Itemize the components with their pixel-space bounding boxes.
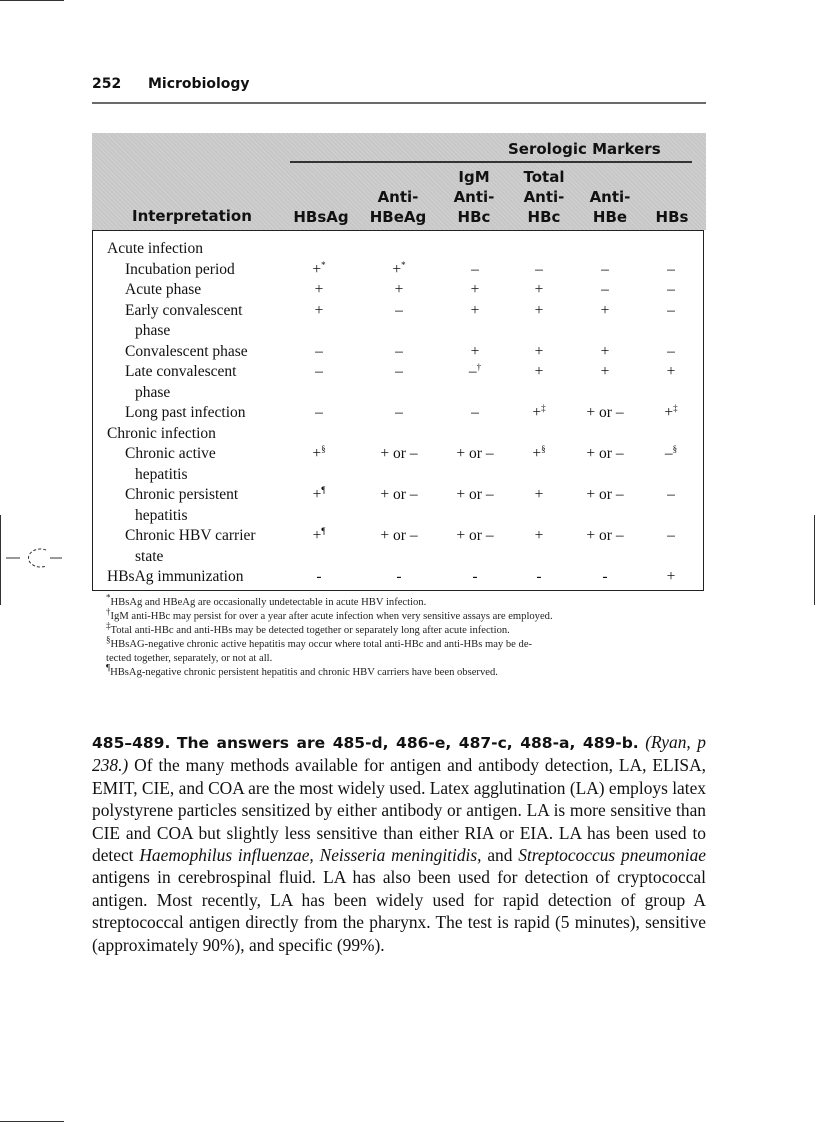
- table-cell: –: [601, 260, 609, 278]
- chapter-title: Microbiology: [148, 76, 250, 92]
- table-cell: –: [315, 342, 323, 360]
- table-row: [93, 301, 703, 321]
- row-label: Incubation period: [125, 260, 235, 278]
- footnote: [106, 606, 716, 624]
- table-row: [93, 506, 703, 526]
- table-cell: +: [534, 486, 544, 503]
- row-label: Chronic HBV carrier: [125, 527, 256, 544]
- column-header-igm-anti-hbc: IgM Anti- HBc: [453, 168, 495, 226]
- table-header: [92, 133, 706, 230]
- footnote-mark: †: [476, 361, 482, 372]
- table-body: [92, 230, 704, 591]
- table-row: [93, 424, 703, 444]
- row-label: Late convalescent: [125, 363, 237, 380]
- footnote-text: IgM anti-HBc may persist for over a year after acute infection when very sensitive assays are employed.: [110, 611, 553, 622]
- table-cell: +*: [392, 259, 406, 278]
- column-header-total-anti-hbc: Total Anti- HBc: [523, 168, 565, 226]
- row-label: hepatitis: [135, 465, 188, 483]
- organism-3: Streptococcus pneumoniae: [518, 845, 707, 866]
- table-row: [93, 280, 703, 300]
- answer-range: 485–489.: [92, 734, 171, 752]
- answer-text-4: antigens in cerebrospinal fluid. LA has also been used for detection of cryptococcal antigen. Most recently, LA has been widely used for rapid detection of group A streptococcal antigen directly from the pharynx. The test is rapid (5 minutes), sensitive (approximately 90%), and specific (99%).: [92, 867, 706, 955]
- table-cell: +: [534, 363, 544, 380]
- table-cell: + or –: [380, 486, 418, 503]
- table-cell: -: [316, 568, 322, 585]
- table-cell: +¶: [312, 484, 326, 503]
- answer-paragraph: [92, 731, 706, 956]
- running-head: [92, 76, 706, 104]
- table-cell: + or –: [586, 404, 624, 421]
- table-row: [93, 403, 703, 423]
- page-number: 252: [92, 76, 122, 92]
- organism-2: Neisseria meningitidis,: [319, 845, 482, 866]
- table-cell: +: [314, 281, 324, 298]
- table-row: [93, 239, 703, 259]
- table-row: [93, 526, 703, 546]
- reference: (Ryan, p 238.): [92, 732, 706, 776]
- column-header-hbs: HBs: [655, 208, 689, 226]
- row-label: Long past infection: [125, 404, 246, 421]
- footnote-text: tected together, separately, or not at all.: [106, 653, 273, 664]
- column-header-hbsag: HBsAg: [293, 208, 349, 226]
- footnote-mark: ¶: [321, 525, 326, 536]
- interpretation-header: Interpretation: [132, 207, 252, 225]
- row-label: phase: [135, 383, 171, 401]
- footnote-symbol: ‡: [106, 620, 111, 631]
- table-cell: +¶: [312, 525, 326, 544]
- table-row: [93, 444, 703, 464]
- table-cell: + or –: [380, 445, 418, 462]
- table-cell: +: [534, 301, 544, 319]
- table-cell: –: [471, 260, 479, 278]
- crop-mark-bottom-left: [0, 1121, 64, 1122]
- row-label: Acute phase: [125, 281, 202, 298]
- footnote-mark: *: [401, 259, 406, 270]
- table-cell: +: [314, 301, 324, 319]
- table-cell: –: [601, 281, 609, 298]
- table-cell: –: [667, 486, 675, 503]
- answer-text-3: and: [481, 845, 519, 866]
- table-cell: –: [395, 342, 403, 360]
- table-cell: +: [394, 281, 404, 298]
- footnote: [106, 592, 716, 610]
- column-header-anti-hbe: Anti- HBe: [589, 188, 631, 226]
- table-cell: -: [602, 568, 608, 585]
- column-header-anti-hbeag: Anti- HBeAg: [369, 188, 427, 226]
- table-row: [93, 547, 703, 567]
- row-label: hepatitis: [135, 506, 188, 524]
- table-row: [93, 362, 703, 382]
- category-label: HBsAg immunization: [107, 568, 244, 585]
- table-cell: +: [600, 363, 610, 380]
- table-row: [93, 342, 703, 362]
- table-cell: –: [395, 404, 403, 421]
- table-cell: –: [471, 404, 479, 421]
- row-label: phase: [135, 322, 171, 339]
- table-cell: +§: [532, 443, 546, 462]
- answers-line: The answers are 485-d, 486-e, 487-c, 488-a, 489-b.: [176, 734, 639, 752]
- crop-mark-top-left: [0, 0, 64, 1]
- table-cell: –: [395, 301, 403, 319]
- table-cell: + or –: [586, 486, 624, 503]
- footnote-text: Total anti-HBc and anti-HBs may be detected together or separately long after acute infection.: [110, 625, 510, 636]
- table-cell: +: [666, 363, 676, 380]
- table-row: [93, 485, 703, 505]
- footnote-text: HBsAg-negative chronic persistent hepatitis and chronic HBV carriers have been observed.: [110, 667, 498, 678]
- footnote-mark: ¶: [321, 484, 326, 495]
- category-label: Chronic infection: [107, 424, 216, 442]
- footnote-symbol: †: [106, 606, 111, 617]
- table-cell: + or –: [456, 527, 494, 544]
- table-cell: –: [667, 301, 675, 319]
- footnote-mark: §: [672, 443, 678, 454]
- footnote-text: HBsAg and HBeAg are occasionally undetectable in acute HBV infection.: [110, 597, 427, 608]
- footnote-symbol: *: [106, 592, 111, 603]
- registration-mark-icon: [6, 548, 62, 568]
- category-label: Acute infection: [107, 240, 203, 257]
- table-cell: –: [315, 363, 323, 380]
- row-label: Chronic persistent: [125, 486, 239, 503]
- table-row: [93, 465, 703, 485]
- footnote-text: HBsAG-negative chronic active hepatitis may occur where total anti-HBc and anti-HBs may be de-: [110, 639, 533, 650]
- table-cell: –: [667, 260, 675, 278]
- table-cell: +‡: [532, 402, 546, 421]
- row-label: Convalescent phase: [125, 342, 248, 360]
- footnote-mark: *: [321, 259, 326, 270]
- table-cell: +: [534, 527, 544, 544]
- table-cell: -: [472, 568, 478, 585]
- row-label: Early convalescent: [125, 301, 243, 319]
- table-cell: –: [667, 281, 675, 298]
- table-cell: +: [534, 281, 544, 298]
- footnote-mark: §: [541, 443, 546, 454]
- table-row: [93, 567, 703, 587]
- footnote-symbol: §: [106, 634, 111, 645]
- table-cell: +: [470, 342, 480, 360]
- table-cell: +: [600, 342, 610, 360]
- table-cell: + or –: [380, 527, 418, 544]
- table-cell: + or –: [456, 445, 494, 462]
- table-cell: +: [470, 281, 480, 298]
- row-label: state: [135, 547, 164, 565]
- table-cell: +: [470, 301, 480, 319]
- table-cell: +: [534, 342, 544, 360]
- table-cell: -: [536, 568, 542, 585]
- answer-text-1: Of the many methods available for antigen and antibody detection, LA, ELISA, EMIT, CIE, and COA are the most widely used. Latex agglutination (LA) employs latex polystyrene particles sensitized by either antibody or antigen. LA is more sensitive than CIE and COA but slightly less sensitive than either RIA or EIA. LA has been used to detect: [92, 755, 707, 866]
- table-cell: –§: [664, 443, 678, 462]
- table-cell: + or –: [586, 445, 624, 462]
- table-cell: +§: [312, 443, 326, 462]
- table-cell: +: [666, 568, 676, 585]
- footnote-mark: ‡: [673, 402, 678, 413]
- footnote: [106, 652, 716, 666]
- row-label: Chronic active: [125, 445, 216, 462]
- footnote: [106, 634, 716, 652]
- crop-mark-left-edge: [0, 515, 1, 605]
- table-cell: + or –: [456, 486, 494, 503]
- table-cell: + or –: [586, 527, 624, 544]
- table-row: [93, 260, 703, 280]
- footnote-symbol: ¶: [106, 662, 111, 673]
- table-footnotes: [106, 592, 716, 680]
- organism-1: Haemophilus influenzae,: [139, 845, 314, 866]
- table-cell: –: [535, 260, 543, 278]
- table-row: [93, 321, 703, 341]
- table-cell: –: [395, 363, 403, 380]
- table-row: [93, 383, 703, 403]
- table-cell: –: [667, 342, 675, 360]
- table-cell: –: [315, 404, 323, 421]
- table-cell: +: [600, 301, 610, 319]
- footnote: [106, 620, 716, 638]
- footnote-mark: ‡: [541, 402, 546, 413]
- table-cell: –†: [468, 361, 482, 380]
- table-cell: +‡: [664, 402, 678, 421]
- group-header-rule: [290, 161, 692, 163]
- table-cell: –: [667, 527, 675, 544]
- group-header: Serologic Markers: [508, 140, 661, 158]
- footnote: [106, 662, 716, 680]
- footnote-mark: §: [321, 443, 326, 454]
- table-cell: -: [396, 568, 402, 585]
- table-cell: +*: [312, 259, 326, 278]
- crop-mark-right-edge: [814, 515, 815, 605]
